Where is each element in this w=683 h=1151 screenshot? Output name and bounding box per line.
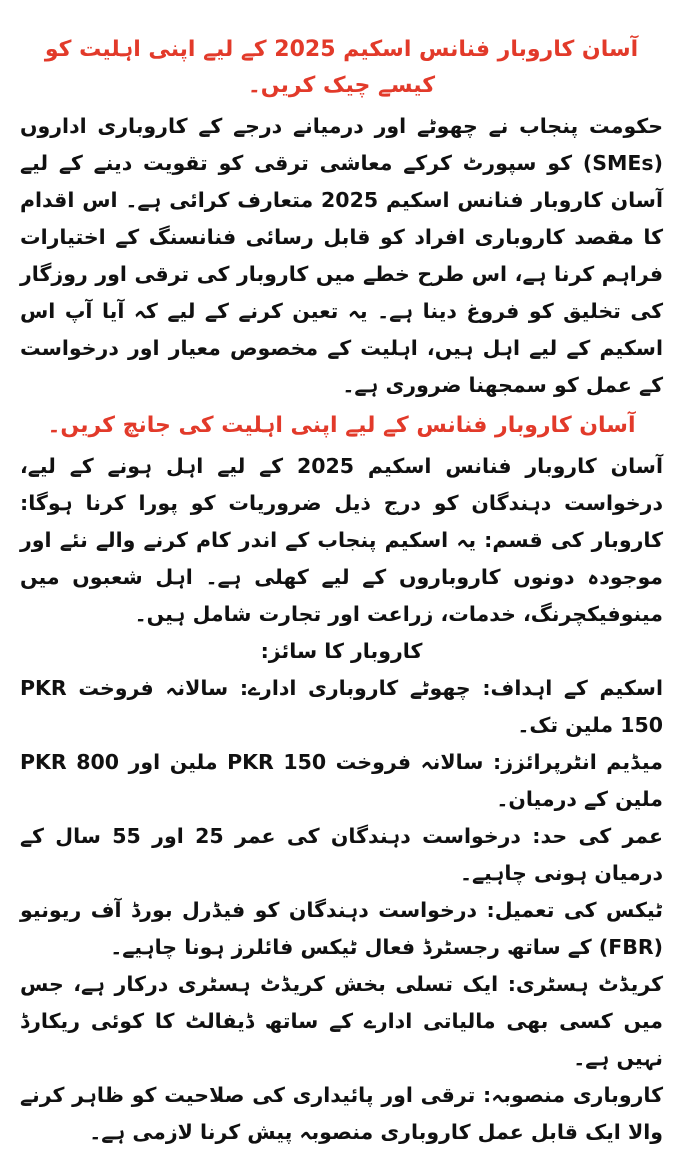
- eligibility-check-heading: آسان کاروبار فنانس اسکیم 2025 کے لیے اپنی اہلیت کو کیسے چیک کریں۔: [44, 37, 639, 98]
- intro-paragraph: حکومت پنجاب نے چھوٹے اور درمیانے درجے کے کاروباری اداروں (SMEs) کو سپورٹ کرکے معاشی ترقی کو تقویت دینے کے لیے آسان کاروبار فنانس اسکیم 2025 متعارف کرائی ہے۔ اس اقدام کا مقصد کاروباری افراد کو قابل رسائی فنانسنگ کے اختیارات فراہم کرنا ہے، اس طرح خطے میں کاروبار کی ترقی اور روزگار کی تخلیق کو فروغ دینا ہے۔ یہ تعین کرنے کے لیے کہ آیا آپ اس اسکیم کے لیے اہل ہیں، اہلیت کے مخصوص معیار اور درخواست کے عمل کو سمجھنا ضروری ہے۔: [20, 114, 663, 397]
- business-plan-criteria: کاروباری منصوبہ: ترقی اور پائیداری کی صلاحیت کو ظاہر کرنے والا ایک قابل عمل کاروباری منصوبہ پیش کرنا لازمی ہے۔: [20, 1083, 663, 1144]
- requirements-paragraph: آسان کاروبار فنانس اسکیم 2025 کے لیے اہل ہونے کے لیے، درخواست دہندگان کو درج ذیل ضروریات کو پورا کرنا ہوگا: کاروبار کی قسم: یہ اسکیم پنجاب کے اندر کام کرنے والے نئے اور موجودہ دونوں کاروباروں کے لیے کھلی ہے۔ اہل شعبوں میں مینوفیکچرنگ، خدمات، زراعت اور تجارت شامل ہیں۔: [20, 454, 663, 626]
- medium-enterprise-criteria: میڈیم انٹرپرائزز: سالانہ فروخت PKR 150 ملین اور PKR 800 ملین کے درمیان۔: [20, 750, 663, 811]
- small-business-criteria: اسکیم کے اہداف: چھوٹے کاروباری ادارے: سالانہ فروخت PKR 150 ملین تک۔: [20, 676, 663, 737]
- eligibility-criteria-heading: آسان کاروبار فنانس کے لیے اپنی اہلیت کی جانچ کریں۔: [47, 413, 636, 438]
- tax-compliance-criteria: ٹیکس کی تعمیل: درخواست دہندگان کو فیڈرل بورڈ آف ریونیو (FBR) کے ساتھ رجسٹرڈ فعال ٹیکس فائلرز ہونا چاہیے۔: [20, 898, 663, 959]
- credit-history-criteria: کریڈٹ ہسٹری: ایک تسلی بخش کریڈٹ ہسٹری درکار ہے، جس میں کسی بھی مالیاتی ادارے کے ساتھ ڈیفالٹ کا کوئی ریکارڈ نہیں ہے۔: [20, 972, 663, 1070]
- age-limit-criteria: عمر کی حد: درخواست دہندگان کی عمر 25 اور 55 سال کے درمیان ہونی چاہیے۔: [20, 824, 663, 885]
- business-size-label: کاروبار کا سائز:: [260, 639, 423, 663]
